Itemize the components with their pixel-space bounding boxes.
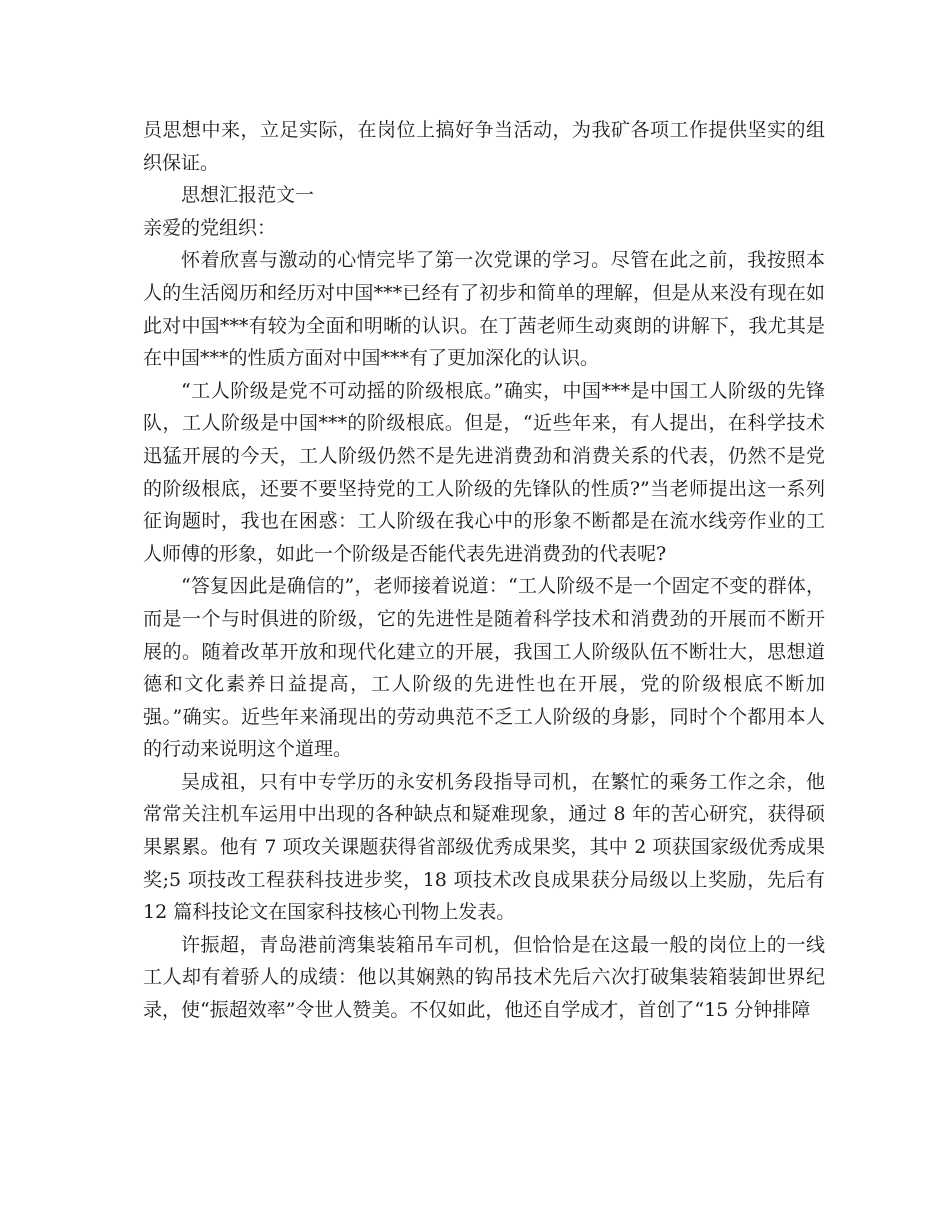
paragraph-intro: 怀着欣喜与激动的心情完毕了第一次党课的学习。尽管在此之前，我按照本人的生活阅历和经历对中国***已经有了初步和简单的理解，但是从来没有现在如此对中国***有较为全面和明晰的认识。在丁茜老师生动爽朗的讲解下，我尤其是在中国***的性质方面对中国***有了更加深化的认识。 (143, 249, 825, 370)
document-page (143, 114, 825, 1027)
section-heading: 思想汇报范文一 (181, 184, 315, 207)
paragraph-working-class: “工人阶级是党不可动摇的阶级根底。”确实，中国***是中国工人阶级的先锋队，工人阶级是中国***的阶级根底。但是，“近些年来，有人提出，在科学技术迅猛开展的今天，工人阶级仍然不是先进消费劲和消费关系的代表，仍然不是党的阶级根底，还要不要坚持党的工人阶级的先锋队的性质?”当老师提出这一系列征询题时，我也在困惑：工人阶级在我心中的形象不断都是在流水线旁作业的工人师傅的形象，如此一个阶级是否能代表先进消费劲的代表呢? (143, 379, 825, 565)
salutation: 亲爱的党组织： (143, 216, 277, 239)
paragraph-continuation: 员思想中来，立足实际，在岗位上搞好争当活动，为我矿各项工作提供坚实的组织保证。 (143, 119, 825, 174)
paragraph-teacher-answer: “答复因此是确信的”，老师接着说道：“工人阶级不是一个固定不变的群体，而是一个与时俱进的阶级，它的先进性是随着科学技术和消费劲的开展而不断开展的。随着改革开放和现代化建立的开展，我国工人阶级队伍不断壮大，思想道德和文化素养日益提高，工人阶级的先进性也在开展，党的阶级根底不断加强。”确实。近些年来涌现出的劳动典范不乏工人阶级的身影，同时个个都用本人的行动来说明这个道理。 (143, 575, 825, 761)
paragraph-xu-zhenchao: 许振超，青岛港前湾集装箱吊车司机，但恰恰是在这最一般的岗位上的一线工人却有着骄人的成绩：他以其娴熟的钩吊技术先后六次打破集装箱装卸世界纪录，使“振超效率”令世人赞美。不仅如此，他还自学成才，首创了“15 分钟排障 (143, 933, 825, 1022)
paragraph-wu-chengzu: 吴成祖，只有中专学历的永安机务段指导司机，在繁忙的乘务工作之余，他常常关注机车运用中出现的各种缺点和疑难现象，通过 8 年的苦心研究，获得硕果累累。他有 7 项攻关课题获得省部级优秀成果奖，其中 2 项获国家级优秀成果奖;5 项技改工程获科技进步奖，18 项技术改良成果获分局级以上奖励，先后有 12 篇科技论文在国家科技核心刊物上发表。 (143, 770, 825, 924)
